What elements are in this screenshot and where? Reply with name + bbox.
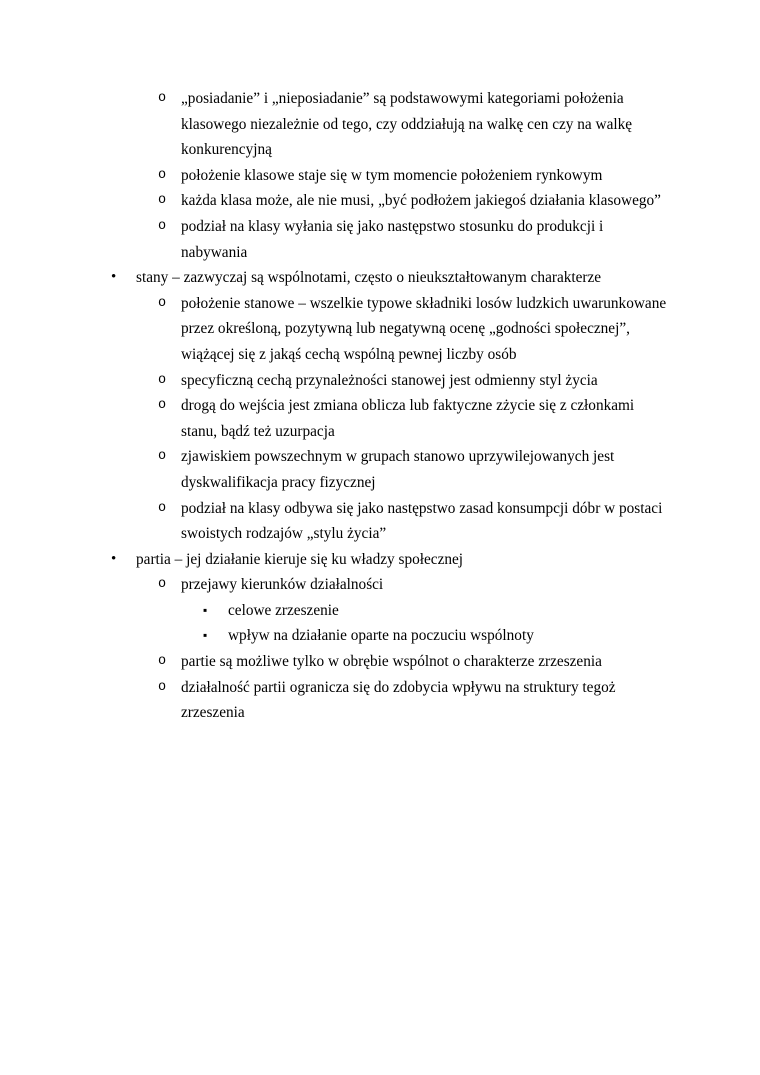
list-item bbox=[0, 623, 668, 649]
list-item bbox=[0, 572, 668, 598]
bullet-circle-icon: o bbox=[158, 500, 167, 516]
list-item-text: celowe zrzeszenie bbox=[228, 601, 339, 619]
list-item bbox=[0, 649, 668, 675]
list-item-text: przejawy kierunków działalności bbox=[181, 576, 384, 594]
bullet-square-icon: ▪ bbox=[203, 602, 208, 617]
bullet-circle-icon: o bbox=[158, 449, 167, 465]
list-item-text: każda klasa może, ale nie musi, „być podłożem jakiegoś działania klasowego” bbox=[181, 192, 661, 210]
list-item-text: położenie klasowe staje się w tym momencie położeniem rynkowym bbox=[181, 166, 603, 184]
list-item bbox=[0, 163, 668, 189]
list-item bbox=[0, 291, 668, 368]
list-item bbox=[0, 496, 668, 547]
document-body bbox=[0, 86, 760, 726]
list-item bbox=[0, 547, 668, 573]
list-item bbox=[0, 86, 668, 163]
list-item-text: partia – jej działanie kieruje się ku władzy społecznej bbox=[136, 550, 464, 568]
bullet-circle-icon: o bbox=[158, 679, 167, 695]
bullet-disc-icon: • bbox=[111, 269, 117, 286]
list-item-text: podział na klasy wyłania się jako następstwo stosunku do produkcji i nabywania bbox=[181, 217, 604, 261]
bullet-square-icon: ▪ bbox=[203, 628, 208, 643]
bullet-circle-icon: o bbox=[158, 577, 167, 593]
list-item bbox=[0, 368, 668, 394]
bullet-circle-icon: o bbox=[158, 372, 167, 388]
list-item bbox=[0, 675, 668, 726]
list-item-text: wpływ na działanie oparte na poczuciu wspólnoty bbox=[228, 627, 534, 645]
list-item-text: podział na klasy odbywa się jako następstwo zasad konsumpcji dóbr w postaci swoistych rodzajów „stylu życia” bbox=[181, 499, 663, 543]
bullet-circle-icon: o bbox=[158, 398, 167, 414]
list-item-text: specyficzną cechą przynależności stanowej jest odmienny styl życia bbox=[181, 371, 598, 389]
list-item bbox=[0, 214, 668, 265]
list-item bbox=[0, 265, 668, 291]
list-item-text: działalność partii ogranicza się do zdobycia wpływu na struktury tegoż zrzeszenia bbox=[181, 678, 616, 722]
list-item-text: partie są możliwe tylko w obrębie wspólnot o charakterze zrzeszenia bbox=[181, 653, 602, 671]
list-item-text: „posiadanie” i „nieposiadanie” są podstawowymi kategoriami położenia klasowego niezależnie od tego, czy oddziałują na walkę cen czy na walkę konkurencyjną bbox=[181, 90, 633, 159]
bullet-circle-icon: o bbox=[158, 167, 167, 183]
list-item bbox=[0, 444, 668, 495]
list-item bbox=[0, 393, 668, 444]
list-item-text: drogą do wejścia jest zmiana oblicza lub faktyczne zżycie się z członkami stanu, bądź też uzurpacja bbox=[181, 397, 635, 440]
list-item bbox=[0, 598, 668, 624]
bullet-circle-icon: o bbox=[158, 193, 167, 209]
bullet-circle-icon: o bbox=[158, 654, 167, 670]
bullet-disc-icon: • bbox=[111, 550, 117, 567]
bullet-circle-icon: o bbox=[158, 91, 167, 106]
list-item-text: zjawiskiem powszechnym w grupach stanowo uprzywilejowanych jest dyskwalifikacja pracy fizycznej bbox=[181, 448, 615, 491]
list-item-text: położenie stanowe – wszelkie typowe składniki losów ludzkich uwarunkowane przez określoną, pozytywną lub negatywną ocenę „godności społecznej”, wiążącej się z jakąś cechą wspólną pewnej liczby osób bbox=[181, 294, 667, 363]
list-item bbox=[0, 188, 668, 214]
bullet-circle-icon: o bbox=[158, 218, 167, 234]
bullet-circle-icon: o bbox=[158, 295, 167, 311]
list-item-text: stany – zazwyczaj są wspólnotami, często o nieukształtowanym charakterze bbox=[136, 269, 602, 287]
